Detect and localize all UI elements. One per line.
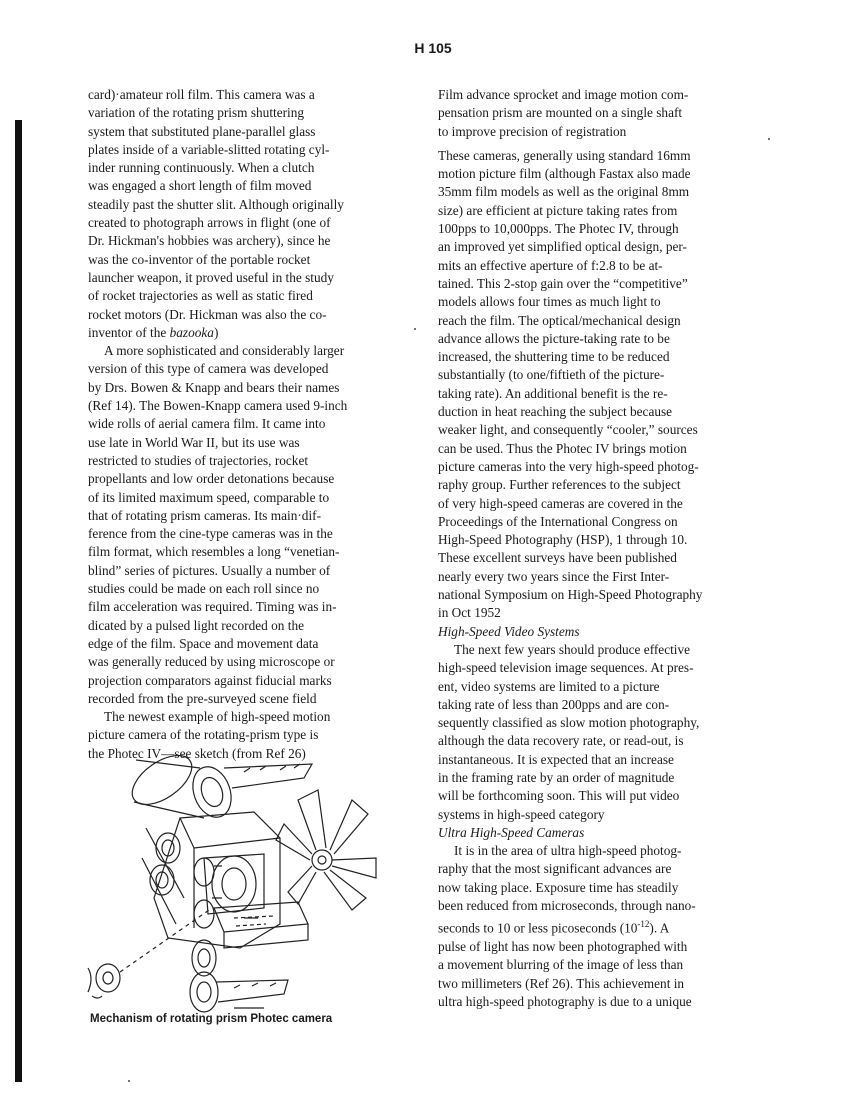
text-line: Film advance sprocket and image motion com- (438, 87, 689, 102)
text-line: can be used. Thus the Photec IV brings motion (438, 440, 687, 456)
scan-edge-bar (15, 120, 22, 1082)
text-line: of very high-speed cameras are covered in the (438, 495, 683, 511)
text-line: ent, video systems are limited to a picture (438, 678, 660, 694)
right-column (438, 86, 768, 1011)
right-para-1 (438, 86, 768, 141)
text-line: was the co-inventor of the portable rocket (88, 251, 311, 267)
text-line: high-speed television image sequences. At pres- (438, 660, 694, 676)
text-line: pulse of light has now been photographed with (438, 939, 688, 955)
text-line: created to photograph arrows in flight (one of (88, 215, 331, 231)
right-para-4 (438, 842, 768, 915)
text-line: picture camera of the rotating-prism type is (88, 727, 319, 743)
text-line: It is in the area of ultra high-speed photog- (454, 843, 682, 859)
right-para-4-rest (438, 938, 768, 1011)
sprocket-rollers (142, 828, 214, 928)
text-line: 35mm film models as well as the original 8mm (438, 184, 690, 200)
text-line: system that substituted plane-parallel glass (88, 123, 316, 139)
text-line: Dr. Hickman's hobbies was archery), since he (88, 233, 331, 249)
text-line: inder running continuously. When a clutch (88, 160, 315, 176)
text-line: two millimeters (Ref 26). This achievement in (438, 975, 685, 991)
text-line: in the framing rate by an order of magnitude (438, 769, 675, 785)
text-line: advance allows the picture-taking rate to be (438, 330, 670, 346)
text-line: Proceedings of the International Congress on (438, 513, 678, 529)
text-line: taking rate of less than 200pps and are con- (438, 696, 670, 712)
text-line: the Photec IV—see sketch (from Ref 26) (88, 745, 306, 761)
text-line: weaker light, and consequently “cooler,” sources (438, 422, 698, 438)
text-line: ultra high-speed photography is due to a unique (438, 993, 692, 1009)
text-line: raphy group. Further references to the subject (438, 477, 681, 493)
text-line: card)·amateur roll film. This camera was a (88, 87, 315, 102)
left-para-2 (88, 342, 396, 708)
text-line: rocket motors (Dr. Hickman was also the co- (88, 306, 327, 322)
text-line: instantaneous. It is expected that an increase (438, 751, 674, 767)
text-line: increased, the shuttering time to be reduced (438, 349, 670, 365)
text-line: A more sophisticated and considerably larger (104, 343, 345, 359)
text-line: systems in high-speed category (438, 806, 605, 822)
text-line: version of this type of camera was developed (88, 361, 329, 377)
text-line: steadily past the shutter slit. Although originally (88, 196, 344, 212)
text-line: launcher weapon, it proved useful in the study (88, 269, 334, 285)
text-line: (Ref 14). The Bowen-Knapp camera used 9-inch (88, 398, 348, 414)
text-line: models allows four times as much light to (438, 294, 661, 310)
text-line: High-Speed Photography (HSP), 1 through 10. (438, 532, 688, 548)
text-line: These excellent surveys have been published (438, 550, 677, 566)
text-line: by Drs. Bowen & Knapp and bears their names (88, 379, 340, 395)
text-line: that of rotating prism cameras. Its main·dif- (88, 507, 321, 523)
text-line: film format, which resembles a long “venetian- (88, 544, 340, 560)
text-line: substantially (to one/fiftieth of the picture- (438, 367, 665, 383)
subhead-ultra: Ultra High-Speed Cameras (438, 824, 585, 840)
text-line: blind” series of pictures. Usually a number of (88, 562, 331, 578)
text-line: size) are efficient at picture taking rates from (438, 202, 678, 218)
text-line: restricted to studies of trajectories, rocket (88, 452, 309, 468)
shutter-wheel (276, 790, 376, 910)
text-line: nearly every two years since the First Inter- (438, 568, 670, 584)
text-line: plates inside of a variable-slitted rotating cyl- (88, 141, 330, 157)
text-line: edge of the film. Space and movement data (88, 635, 319, 651)
exponent: -12 (637, 919, 650, 930)
bazooka-italic: bazooka (169, 324, 214, 340)
text-line: taking rate). An additional benefit is the re- (438, 385, 668, 401)
text-line: an improved yet simplified optical design, per- (438, 239, 687, 255)
text-line: was generally reduced by using microscope or (88, 654, 335, 670)
text-line: sequently classified as slow motion photography, (438, 715, 700, 731)
text-line: The newest example of high-speed motion (104, 709, 331, 725)
text-line: tained. This 2-stop gain over the “competitive” (438, 275, 688, 291)
scan-speck (128, 1080, 130, 1082)
text-line: in Oct 1952 (438, 605, 501, 621)
text-line: studies could be made on each roll since no (88, 581, 320, 597)
upper-film-reel (124, 748, 312, 823)
text-line: duction in heat reaching the subject because (438, 404, 673, 420)
text-line: These cameras, generally using standard 16mm (438, 147, 691, 163)
figure-caption: Mechanism of rotating prism Photec camera (90, 1013, 333, 1025)
text-line: recorded from the pre-surveyed scene field (88, 690, 317, 706)
text-line: film acceleration was required. Timing was in- (88, 599, 337, 615)
photec-mechanism-illustration (84, 748, 404, 1016)
text-line: mits an effective aperture of f:2.8 to be at- (438, 257, 663, 273)
text-line: been reduced from microseconds, through nano- (438, 898, 696, 914)
subhead-video: High-Speed Video Systems (438, 623, 580, 639)
text-line: raphy that the most significant advances are (438, 861, 672, 877)
text-line: variation of the rotating prism shuttering (88, 105, 305, 121)
right-para-3 (438, 641, 768, 824)
text-line: dicated by a pulsed light recorded on the (88, 617, 305, 633)
right-para-4-sup-line: seconds to 10 or less picoseconds $(10^{-12})$. A (438, 919, 670, 936)
text-line: was engaged a short length of film moved (88, 178, 312, 194)
text-line: although the data recovery rate, or read-out, is (438, 733, 684, 749)
left-para-1-last-line: inventor of the bazooka) (88, 324, 219, 340)
text-line: wide rolls of aerial camera film. It came into (88, 416, 326, 432)
text-line: to improve precision of registration (438, 123, 627, 139)
text-line: will be forthcoming soon. This will put video (438, 788, 680, 804)
text-line: 100pps to 10,000pps. The Photec IV, through (438, 221, 679, 237)
left-column (88, 86, 396, 763)
text-line: of rocket trajectories as well as static fired (88, 288, 313, 304)
right-para-2 (438, 147, 768, 623)
text-line: The next few years should produce effective (454, 641, 691, 657)
left-para-1 (88, 86, 396, 324)
text-line: of its limited maximum speed, comparable to (88, 489, 330, 505)
lens-element (88, 964, 120, 998)
lower-film-reel (190, 940, 288, 1012)
text-line: motion picture film (although Fastax also made (438, 166, 691, 182)
page-number: H 105 (414, 40, 452, 56)
text-line: use late in World War II, but its use was (88, 434, 300, 450)
text-line: picture cameras into the very high-speed photog- (438, 458, 699, 474)
scan-speck (768, 138, 770, 140)
text-line: projection comparators against fiducial marks (88, 672, 332, 688)
text-line: reach the film. The optical/mechanical design (438, 312, 681, 328)
text-line: national Symposium on High-Speed Photography (438, 587, 703, 603)
text-line: propellants and low order detonations because (88, 471, 335, 487)
text-line: pensation prism are mounted on a single shaft (438, 105, 683, 121)
text-line: now taking place. Exposure time has steadily (438, 879, 679, 895)
text-line: ference from the cine-type cameras was in the (88, 526, 333, 542)
text-line: a movement blurring of the image of less than (438, 957, 684, 973)
scan-speck (414, 328, 416, 330)
camera-housing (154, 812, 280, 948)
